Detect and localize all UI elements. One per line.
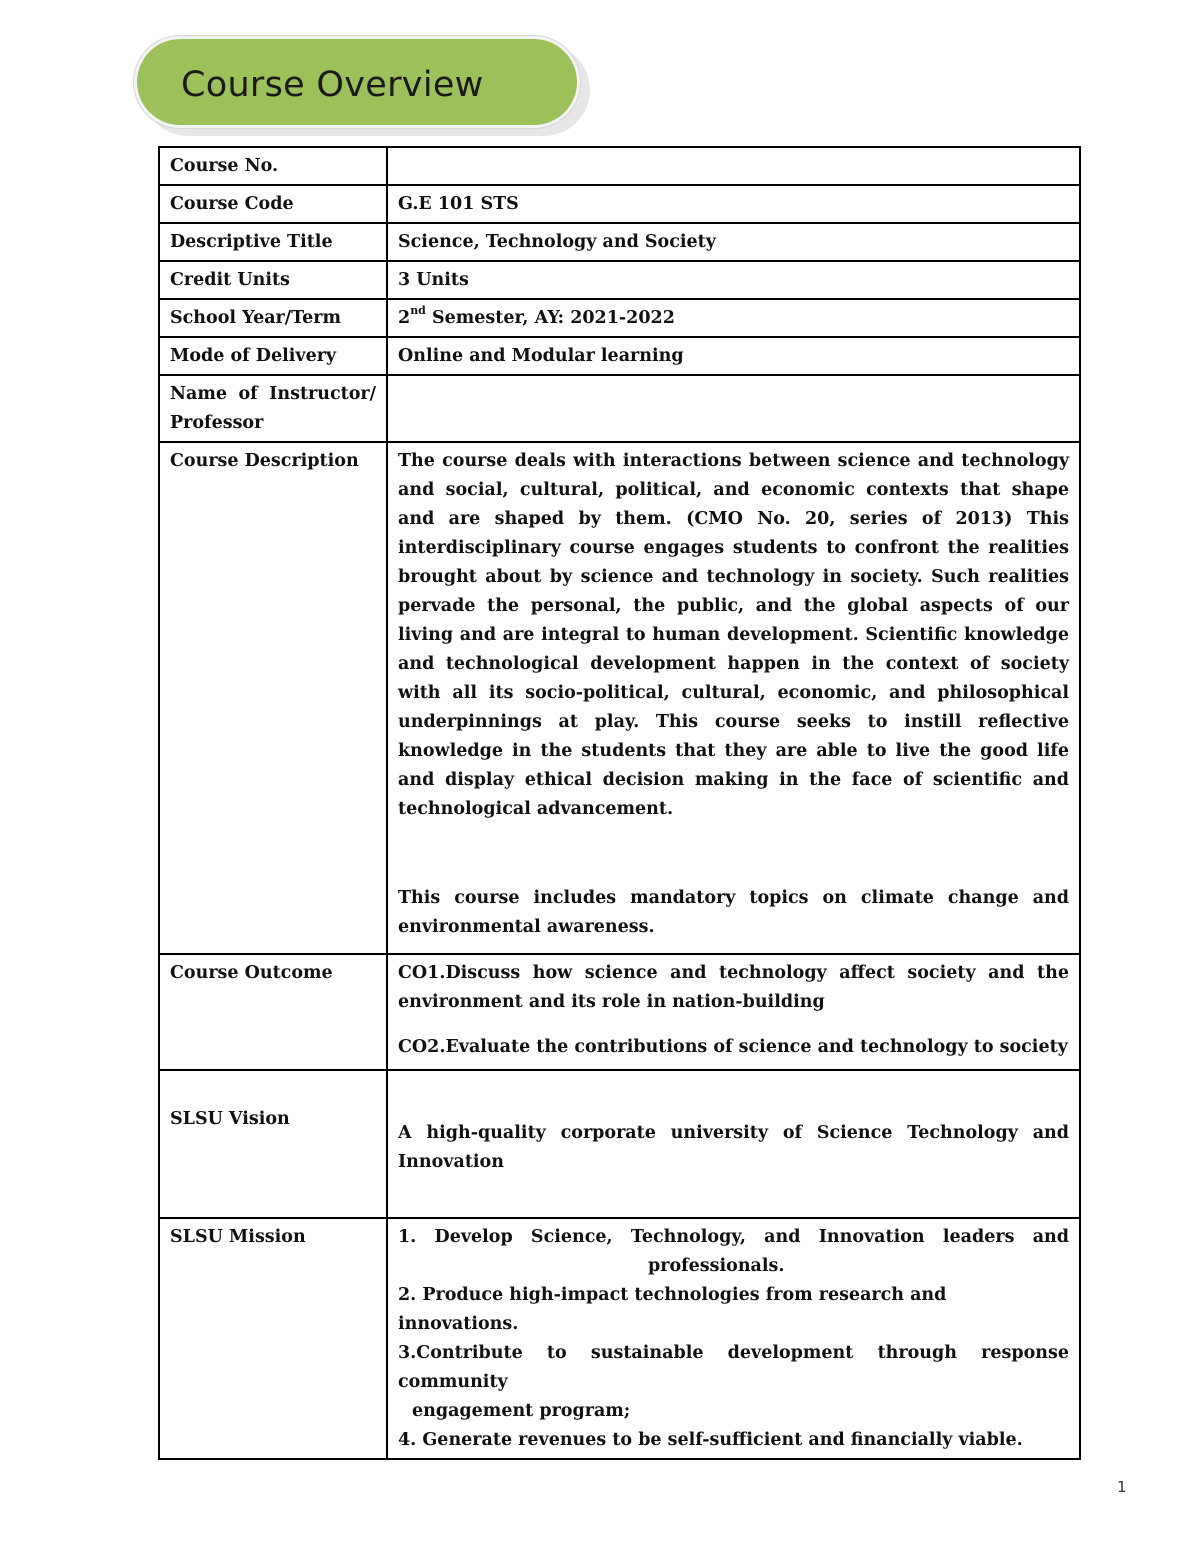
label-mode-of-delivery: Mode of Delivery: [159, 337, 387, 375]
row-mode-of-delivery: [159, 337, 1080, 375]
school-year-sup: nd: [410, 304, 426, 317]
value-instructor: [387, 375, 1080, 442]
value-course-description: [387, 442, 1080, 954]
page-number: 1: [1117, 1478, 1127, 1496]
row-mission: [159, 1218, 1080, 1459]
label-course-description: Course Description: [159, 442, 387, 954]
value-mode-of-delivery: Online and Modular learning: [387, 337, 1080, 375]
row-course-no: [159, 147, 1080, 185]
value-school-year: [387, 299, 1080, 337]
mission-item-1-line-2: professionals.: [648, 1256, 785, 1276]
value-course-outcome: [387, 954, 1080, 1070]
row-school-year: [159, 299, 1080, 337]
outcome-gap: [398, 1017, 1069, 1033]
course-description-paragraph-2: This course includes mandatory topics on climate change and environmental awareness.: [398, 888, 1069, 937]
label-instructor-line2: Professor: [170, 413, 264, 433]
vision-text: A high-quality corporate university of Science Technology and Innovation: [398, 1123, 1069, 1172]
row-vision: [159, 1070, 1080, 1218]
banner-pill: [134, 36, 580, 128]
label-course-code: Course Code: [159, 185, 387, 223]
mission-item-4: 4. Generate revenues to be self-sufficient and financially viable.: [398, 1430, 1023, 1450]
description-spacer: [398, 824, 1069, 884]
mission-item-2: 2. Produce high-impact technologies from research and innovations.: [398, 1285, 947, 1334]
course-overview-banner: [134, 36, 592, 140]
row-course-code: [159, 185, 1080, 223]
value-course-no: [387, 147, 1080, 185]
label-instructor-line1: Name of Instructor/: [170, 384, 376, 404]
value-credit-units: 3 Units: [387, 261, 1080, 299]
label-credit-units: Credit Units: [159, 261, 387, 299]
value-course-code: G.E 101 STS: [387, 185, 1080, 223]
course-outcome-co1: CO1.Discuss how science and technology affect society and the environment and its role in nation-building: [398, 963, 1069, 1012]
label-mission: SLSU Mission: [159, 1218, 387, 1459]
row-descriptive-title: [159, 223, 1080, 261]
course-overview-table: [158, 146, 1081, 1460]
label-vision-text: SLSU Vision: [170, 1109, 290, 1129]
row-course-outcome: [159, 954, 1080, 1070]
row-credit-units: [159, 261, 1080, 299]
mission-item-3-line-1: 3.Contribute to sustainable development through response community: [398, 1343, 1069, 1392]
label-course-no: Course No.: [159, 147, 387, 185]
value-mission: [387, 1218, 1080, 1459]
school-year-prefix: 2: [398, 308, 411, 328]
label-vision: [159, 1070, 387, 1218]
row-course-description: [159, 442, 1080, 954]
label-course-outcome: Course Outcome: [159, 954, 387, 1070]
value-vision: [387, 1070, 1080, 1218]
course-description-paragraph-1: The course deals with interactions between science and technology and social, cultural, political, and economic contexts that shape and are shaped by them. (CMO No. 20, series of 2013) This interdisciplinary course engages students to confront the realities brought about by science and technology in society. Such realities pervade the personal, the public, and the global aspects of our living and are integral to human development. Scientific knowledge and technological development happen in the context of society with all its socio-political, cultural, economic, and philosophical underpinnings at play. This course seeks to instill reflective knowledge in the students that they are able to live the good life and display ethical decision making in the face of scientific and technological advancement.: [398, 451, 1069, 819]
label-descriptive-title: Descriptive Title: [159, 223, 387, 261]
course-outcome-co2: CO2.Evaluate the contributions of science and technology to society: [398, 1037, 1068, 1057]
label-instructor: [159, 375, 387, 442]
mission-item-1-line-1: 1. Develop Science, Technology, and Innovation leaders and: [398, 1227, 1069, 1247]
label-school-year: School Year/Term: [159, 299, 387, 337]
row-instructor: [159, 375, 1080, 442]
mission-item-3-line-2: engagement program;: [412, 1401, 631, 1421]
value-descriptive-title: Science, Technology and Society: [387, 223, 1080, 261]
banner-title: Course Overview: [181, 65, 484, 105]
school-year-rest: Semester, AY: 2021-2022: [425, 308, 675, 328]
